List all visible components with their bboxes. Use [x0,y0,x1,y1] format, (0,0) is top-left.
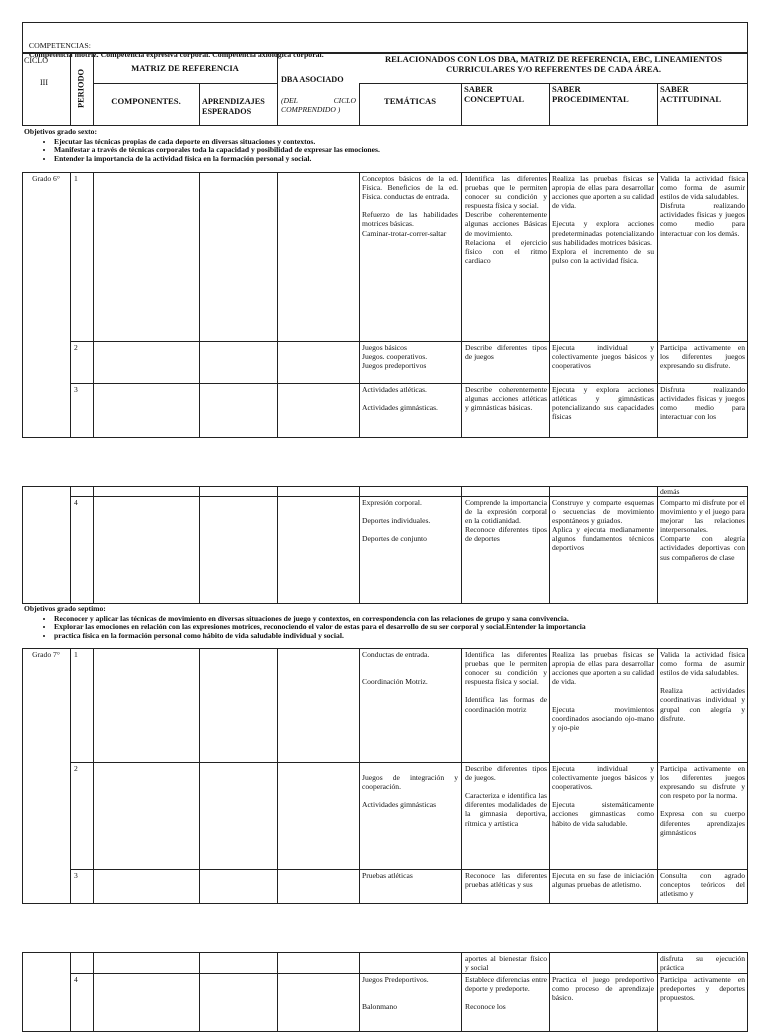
periodo-2: 2 [74,764,78,773]
tematicas-cell: Actividades atléticas. Actividades gimnásticas. [362,385,438,413]
conceptual-cell: Identifica las diferentes pruebas que le permiten conocer su condición y respuesta física y social. Identifica las formas de coordinación motriz [465,650,547,714]
periodo-2: 2 [74,343,78,352]
actitudinal-cell: Valida la actividad física como forma de asumir estilos de vida saludables. Realiza actividades coordinativas individual y grupal con alegría y disfrute. [660,650,745,723]
objetivo-item: • Entender la importancia de la actividad física en la formación personal y social. [54,155,774,163]
tematicas-cell: Expresión corporal. Deportes individuales. Deportes de conjunto [362,498,431,544]
procedimental-cell: Construye y comparte esquemas o secuencias de movimiento espontáneos y guiados. Aplica y ejecuta medianamente algunos fundamentos técnicos deportivos [552,498,654,553]
periodo-4: 4 [74,498,78,507]
ciclo-value: III [40,78,48,87]
actitudinal-cell: Participa activamente en los diferentes juegos expresando su disfrute. [660,343,747,371]
conceptual-cell: Describe diferentes tipos de juegos [465,343,549,362]
objetivo-item: • Explorar las emociones en relación con las expresiones motrices, reconociendo el valor de estas para el desarrollo de su ser corporal y social.Entender la importancia [54,623,776,631]
objetivo-item: • Reconocer y aplicar las técnicas de movimiento en diversas situaciones de juego y contextos, en correspondencia con las relaciones de grupo y sana convivencia. [54,615,776,623]
continuation-conceptual: aportes al bienestar físico y social [465,954,549,973]
objetivos-septimo-list [24,615,776,640]
objetivo-item: • Ejecutar las técnicas propias de cada deporte en diversas situaciones y contextos. [54,138,774,146]
conceptual-cell: Describe diferentes tipos de juegos. Caracteriza e identifica las diferentes modalidades de la gimnasia deportiva, rítmica y artística [465,764,547,828]
conceptual-cell: Describe coherentemente algunas acciones atléticas y gimnásticas básicas. [465,385,549,413]
periodo-1: 1 [74,650,78,659]
actitudinal-cell: Participa activamente en predeportes y deportes propuestos. [660,975,747,1003]
conceptual-cell: Establece diferencias entre deporte y predeporte. Reconoce los [465,975,547,1012]
continuation-actitudinal: disfruta su ejecución práctica [660,954,747,973]
procedimental-cell: Realiza las pruebas físicas se apropia de ellas para desarrollar acciones que aporten a su calidad de vida. Ejecuta movimientos coordinados asociando ojo-mano y ojo-pie [552,650,654,732]
periodo-3: 3 [74,385,78,394]
grado-septimo-label: Grado 7° [32,650,60,659]
ciclo-label: CICLO [24,56,48,65]
objetivo-item: • Manifestar a través de técnicas corporales toda la capacidad y posibilidad de expresar las emociones. [54,146,774,154]
objetivos-sexto-list [24,138,774,163]
procedimental-cell: Practica el juego predeportivo como proceso de aprendizaje básico. [552,975,656,1003]
saber-actitudinal-label: SABER ACTITUDINAL [660,84,722,104]
actitudinal-cell: Disfruta realizando actividades físicas y juegos como medio para interactuar con los [660,385,747,422]
relacionados-label: RELACIONADOS CON LOS DBA, MATRIZ DE REFERENCIA, EBC, LINEAMIENTOS CURRICULARES Y/O REFERENTES DE CADA ÁREA. [384,54,725,74]
tematicas-cell: Pruebas atléticas [362,871,413,880]
conceptual-cell: Identifica las diferentes pruebas que le permiten conocer su condición y respuesta física y social. Describe coherentemente algunas acciones Básicas de movimiento. Relaciona el ejercicio físico con el ritmo cardiaco [465,174,547,265]
tematicas-cell: Juegos Predeportivos. Balonmano [362,975,429,1012]
procedimental-cell: Ejecuta individual y colectivamente juegos básicos y cooperativos. Ejecuta sistemáticamente acciones gimnasticas como hábito de vida saludable. [552,764,654,828]
periodo-1: 1 [74,174,78,183]
periodo-label: PERIODO [76,68,86,109]
actitudinal-cell: Consulta con agrado conceptos teóricos del atletismo y [660,871,747,899]
conceptual-cell: Reconoce las diferentes pruebas atléticas y sus [465,871,549,890]
dba-note: (DEL CICLO COMPRENDIDO ) [281,96,358,115]
tematicas-cell: Juegos de integración y cooperación. Actividades gimnásticas [362,773,458,810]
tematicas-cell: Juegos básicos Juegos. cooperativos. Juegos predeportivos [362,343,428,371]
aprendizajes-label: APRENDIZAJES ESPERADOS [202,97,267,116]
objetivos-sexto-title: Objetivos grado sexto: [24,127,97,136]
periodo-3: 3 [74,871,78,880]
grado-sexto-label: Grado 6° [32,174,60,183]
periodo-4: 4 [74,975,78,984]
matriz-label: MATRIZ DE REFERENCIA [131,63,239,73]
continuation-actitudinal: demás [660,487,680,496]
actitudinal-cell: Valida la actividad física como forma de asumir estilos de vida saludables. Disfruta realizando actividades físicas y juegos como medio para interactuar con los demás. [660,174,745,238]
procedimental-cell: Realiza las pruebas físicas se apropia de ellas para desarrollar acciones que aporten a su calidad de vida. Ejecuta y explora acciones predeterminadas potencializando sus habilidades motrices básicas. Explora el incremento de su pulso con la actividad física. [552,174,654,265]
procedimental-cell: Ejecuta y explora acciones atléticas y gimnásticas potencializando sus capacidades físicas [552,385,656,422]
tematicas-cell: Conceptos básicos de la ed. Física. Beneficios de la ed. Física. conductas de entrada. Refuerzo de las habilidades motrices básicas. Caminar-trotar-correr-saltar [362,174,458,238]
tematicas-cell: Conductas de entrada. Coordinación Motriz. [362,650,430,687]
competencias-label: COMPETENCIAS: [28,41,91,51]
objetivo-item: • practica física en la formación personal como hábito de vida saludable individual y social. [54,632,776,640]
saber-procedimental-label: SABER PROCEDIMENTAL [552,84,629,104]
actitudinal-cell: Comparto mi disfrute por el movimiento y el juego para mejorar las relaciones interpersonales. Comparte con alegría actividades deportivas con sus compañeros de clase [660,498,745,562]
actitudinal-cell: Participa activamente en los diferentes juegos expresando su disfrute y con respeto por la norma. Expresa con su cuerpo diferentes aprendizajes gimnásticos [660,764,745,837]
conceptual-cell: Comprende la importancia de la expresión corporal en la cotidianidad. Reconoce diferentes tipos de deportes [465,498,547,544]
objetivos-septimo-title: Objetivos grado septimo: [24,604,106,613]
componentes-label: COMPONENTES. [111,96,181,106]
procedimental-cell: Ejecuta individual y colectivamente juegos básicos y cooperativos [552,343,656,371]
tematicas-label: TEMÁTICAS [383,96,437,106]
saber-conceptual-label: SABER CONCEPTUAL [464,84,525,104]
competencias-text: Competencia motriz. Competencia expresiva corporal. Competencia axiológica corporal. [28,50,324,60]
dba-label: DBA ASOCIADO [281,75,344,84]
procedimental-cell: Ejecuta en su fase de iniciación algunas pruebas de atletismo. [552,871,656,890]
